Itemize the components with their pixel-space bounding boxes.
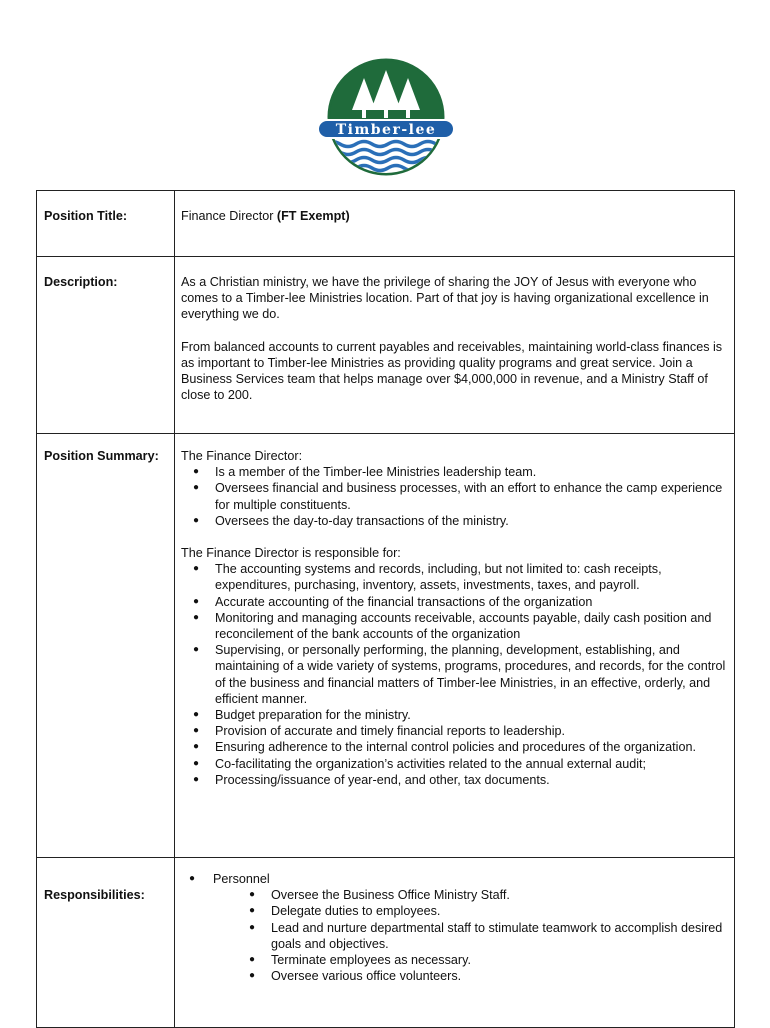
row-position-title: [37, 191, 735, 257]
row-description: [37, 257, 735, 434]
list-item: ● Monitoring and managing accounts receivable, accounts payable, daily cash position and reconcilement of the bank accounts of the organization: [181, 610, 726, 642]
position-title-value: [175, 191, 735, 257]
responsibilities-value: [175, 858, 735, 1028]
responsibilities-label: Responsibilities:: [37, 858, 175, 1028]
responsible-list: [181, 561, 726, 788]
row-responsibilities: [37, 858, 735, 1028]
position-summary-value: [175, 434, 735, 858]
list-item: ● Co-facilitating the organization’s activities related to the annual external audit;: [181, 756, 726, 772]
position-summary-label: Position Summary:: [37, 434, 175, 858]
list-item: ● Oversees the day-to-day transactions of the ministry.: [181, 513, 726, 529]
timber-lee-logo: [314, 58, 458, 176]
description-paragraph: As a Christian ministry, we have the privilege of sharing the JOY of Jesus with everyone who comes to a Timber-lee Ministries location. Part of that joy is having organizational excellence in everything we do.: [181, 275, 709, 322]
list-item: ● Oversees financial and business processes, with an effort to enhance the camp experience for multiple constituents.: [181, 480, 726, 512]
personnel-list: [237, 887, 726, 984]
row-position-summary: [37, 434, 735, 858]
list-item: ● Oversee various office volunteers.: [237, 968, 726, 984]
description-label: Description:: [37, 257, 175, 434]
logo-wordmark: Timber-lee: [335, 122, 437, 138]
summary-intro: The Finance Director:: [181, 449, 303, 463]
responsible-intro: The Finance Director is responsible for:: [181, 546, 401, 561]
position-title-label: Position Title:: [37, 191, 175, 257]
list-item: ● Oversee the Business Office Ministry Staff.: [237, 887, 726, 903]
description-value: [175, 257, 735, 434]
list-item: ● Delegate duties to employees.: [237, 903, 726, 919]
category-label: Personnel: [213, 872, 270, 886]
job-description-table: [36, 190, 735, 1028]
list-item: ● Terminate employees as necessary.: [237, 952, 726, 968]
list-item: ● Lead and nurture departmental staff to stimulate teamwork to accomplish desired goals and objectives.: [237, 920, 726, 952]
list-item: ● Accurate accounting of the financial transactions of the organization: [181, 594, 726, 610]
list-item: ● Supervising, or personally performing, the planning, development, establishing, and maintaining of a wide variety of systems, programs, procedures, and records, for the control of the business and financial matters of Timber-lee Ministries, in an effective, orderly, and efficient manner.: [181, 642, 726, 707]
list-item: ● The accounting systems and records, including, but not limited to: cash receipts, expenditures, purchasing, inventory, assets, investments, taxes, and payroll.: [181, 561, 726, 593]
responsibilities-categories: [181, 871, 726, 984]
list-item: ● Budget preparation for the ministry.: [181, 707, 726, 723]
list-item: ● Ensuring adherence to the internal control policies and procedures of the organization.: [181, 739, 726, 755]
list-item: ● Processing/issuance of year-end, and other, tax documents.: [181, 772, 726, 788]
description-paragraph: From balanced accounts to current payables and receivables, maintaining world-class finances is as important to Timber-lee Ministries as providing quality programs and great service. Join a Business Services team that helps manage over $4,000,000 in revenue, and a Ministry Staff of close to 200.: [181, 339, 723, 403]
list-item: ● Is a member of the Timber-lee Ministries leadership team.: [181, 464, 726, 480]
list-item: ● Provision of accurate and timely financial reports to leadership.: [181, 723, 726, 739]
summary-list: [181, 464, 726, 529]
position-title-status: (FT Exempt): [276, 209, 350, 223]
category-personnel: [181, 871, 726, 984]
position-title-text: Finance Director: [181, 209, 277, 223]
